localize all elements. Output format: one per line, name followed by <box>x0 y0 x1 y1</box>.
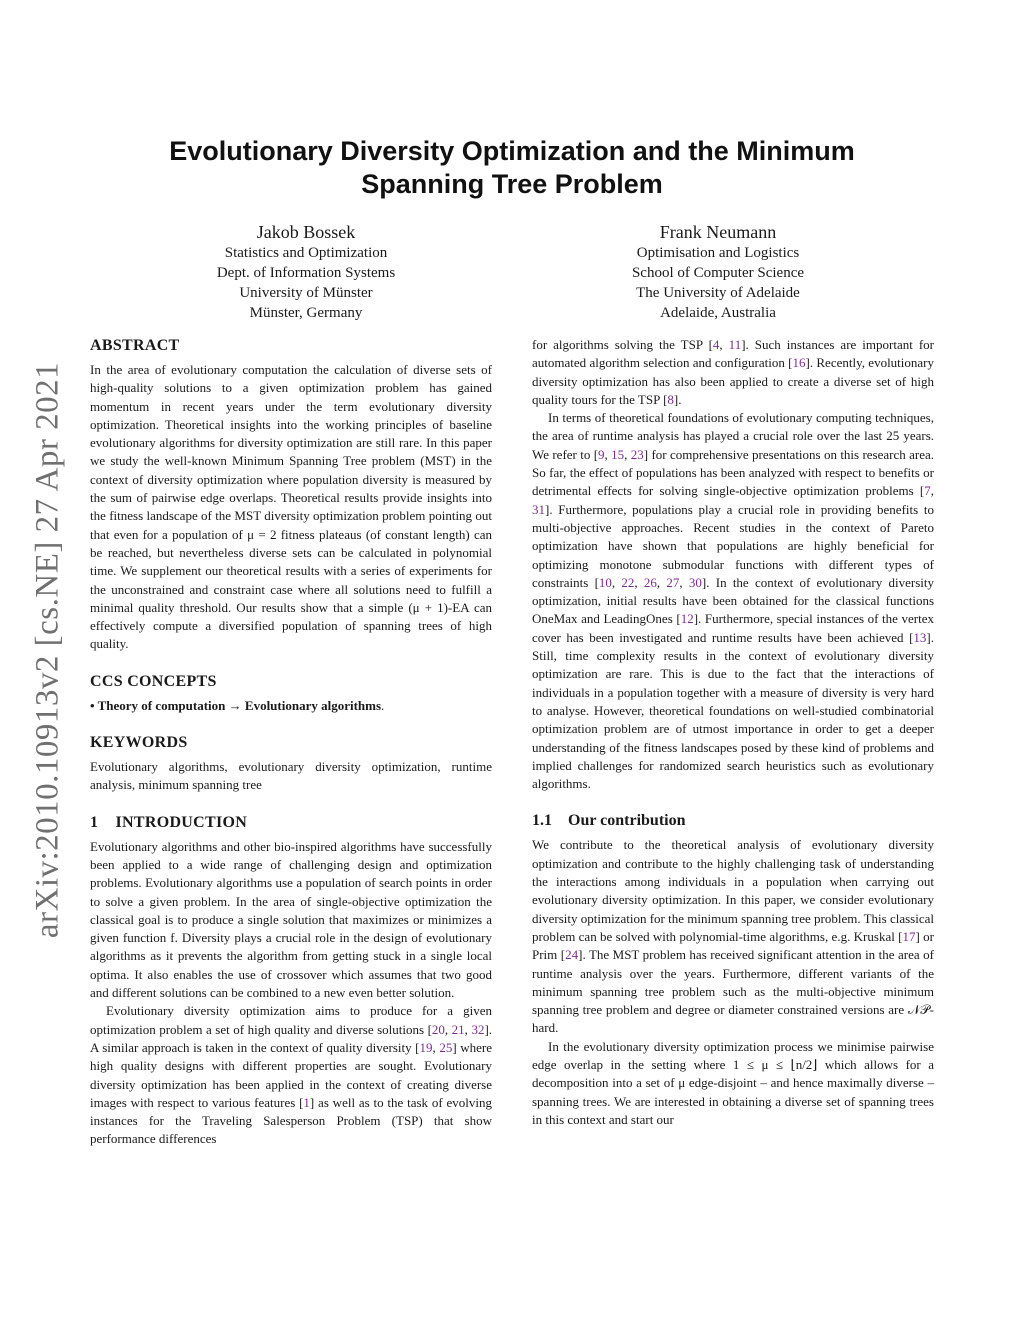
arxiv-sidebar <box>28 355 68 945</box>
right-paragraph-4: In the evolutionary diversity optimization process we minimise pairwise edge overlap in the setting where 1 ≤ μ ≤ ⌊n/2⌋ which allows for a decomposition into a set of μ edge-disjoint – and hence maximally diverse – spanning trees. We are interested in obtaining a diverse set of spanning trees in this context and start our <box>532 1038 934 1127</box>
author-name: Frank Neumann <box>659 222 777 242</box>
citation-link[interactable]: 19 <box>419 1039 433 1055</box>
citation-link[interactable]: 23 <box>630 446 644 462</box>
affiliation-line: Statistics and Optimization <box>224 245 388 261</box>
citation-link[interactable]: 26 <box>643 574 657 590</box>
affiliation-line: Münster, Germany <box>249 305 363 321</box>
citation-link[interactable]: 13 <box>913 629 927 645</box>
citation-link[interactable]: 8 <box>667 391 674 407</box>
contribution-heading: 1.1 Our contribution <box>532 812 686 830</box>
citation-link[interactable]: 9 <box>598 446 605 462</box>
citation-link[interactable]: 27 <box>666 574 680 590</box>
affiliation-line: Optimisation and Logistics <box>636 245 800 261</box>
intro-paragraph-1: Evolutionary algorithms and other bio-inspired algorithms have successfully been applied to a wide range of challenging design and optimization problems. Evolutionary algorithms use a population of search points in order to solve a given problem. In the area of single-objective optimization the classical goal is to produce a single solution that maximizes or minimizes a given function f. Diversity plays a crucial role in the design of evolutionary algorithms as it prevents the algorithm from getting stuck in a single local optima. It also enables the use of crossover which assumes that two good and different solutions can be combined to a new even better solution. <box>90 838 492 1001</box>
affiliation-line: Dept. of Information Systems <box>216 265 396 281</box>
ccs-text: • Theory of computation → Evolutionary algorithms <box>90 697 382 713</box>
right-paragraph-3: We contribute to the theoretical analysis of evolutionary diversity optimization and contribute to the highly challenging task of understanding the interactions among individuals in a population when carrying out evolutionary diversity optimization. In this paper, we consider evolutionary diversity optimization for the minimum spanning tree problem. This classical problem can be solved with polynomial-time algorithms, e.g. Kruskal [17] or Prim [24]. The MST problem has received significant attention in the area of runtime analysis over the years. Furthermore, different variants of the minimum spanning tree problem such as the multi-objective minimum spanning tree problem and degree or diameter constrained versions are 𝒩𝒫-hard. <box>532 837 934 1036</box>
citation-link[interactable]: 1 <box>303 1094 310 1110</box>
citation-link[interactable]: 24 <box>565 947 579 963</box>
left-column <box>90 336 492 1149</box>
affiliation-line: The University of Adelaide <box>636 285 800 301</box>
citation-link[interactable]: 11 <box>728 337 742 352</box>
citation-link[interactable]: 17 <box>902 928 916 944</box>
ccs-concepts <box>90 697 492 715</box>
citation-link[interactable]: 31 <box>532 501 545 517</box>
citation-link[interactable]: 20 <box>431 1021 445 1037</box>
affiliation-line: Adelaide, Australia <box>660 305 776 321</box>
keywords-text: Evolutionary algorithms, evolutionary diversity optimization, runtime analysis, minimum spanning tree <box>90 759 492 793</box>
citation-link[interactable]: 25 <box>439 1039 453 1055</box>
author-2 <box>558 221 878 323</box>
citation-link[interactable]: 10 <box>598 574 612 590</box>
abstract-text: In the area of evolutionary computation the calculation of diverse sets of high-quality solutions to a given optimization problem has gained momentum in recent years under the term evolutionary diversity optimization. Theoretical insights into the working principles of baseline evolutionary algorithms for diversity optimization are still rare. In this paper we study the well-known Minimum Spanning Tree problem (MST) in the context of diversity optimization where population diversity is measured by the sum of pairwise edge overlaps. Theoretical results provide insights into the fitness landscape of the MST diversity optimization problem pointing out that even for a population of μ = 2 fitness plateaus (of constant length) can be reached, but nevertheless diverse sets can be calculated in polynomial time. We supplement our theoretical results with a series of experiments for the unconstrained and constraint case where all solutions need to fulfill a minimal quality threshold. Our results show that a simple (μ + 1)-EA can effectively compute a diversified population of spanning trees of high quality. <box>90 362 492 652</box>
author-name: Jakob Bossek <box>256 222 356 242</box>
citation-link[interactable]: 15 <box>611 446 625 462</box>
right-column <box>532 336 934 1129</box>
arxiv-id: arXiv:2010.10913v2 [cs.NE] 27 Apr 2021 <box>29 361 66 939</box>
paper-title: Evolutionary Diversity Optimization and the Minimum Spanning Tree Problem <box>169 136 855 199</box>
abstract-heading: ABSTRACT <box>90 337 180 354</box>
ccs-suffix: . <box>381 697 385 713</box>
citation-link[interactable]: 22 <box>621 574 635 590</box>
citation-link[interactable]: 30 <box>688 574 702 590</box>
intro-paragraph-2: Evolutionary diversity optimization aims to produce for a given optimization problem a set of high quality and diverse solutions [20, 21, 32]. A similar approach is taken in the context of quality diversity [19, 25] where high quality designs with different properties are sought. Evolutionary diversity optimization has been applied in the context of creating diverse images with respect to various features [1] as well as to the task of evolving instances for the Traveling Salesperson Problem (TSP) that show performance differences <box>90 1003 493 1147</box>
citation-link[interactable]: 32 <box>471 1021 485 1037</box>
right-paragraph-1: for algorithms solving the TSP [4, 11]. Such instances are important for automated algorithm selection and configuration [16]. Recently, evolutionary diversity optimization has also been applied to create a diverse set of high quality tours for the TSP [8]. <box>532 337 934 407</box>
author-1 <box>146 221 466 323</box>
affiliation-line: School of Computer Science <box>631 265 805 281</box>
citation-link[interactable]: 4 <box>712 337 720 352</box>
citation-link[interactable]: 16 <box>792 355 806 371</box>
affiliation-line: University of Münster <box>239 285 373 301</box>
ccs-heading: CCS CONCEPTS <box>90 672 217 690</box>
intro-heading: 1 INTRODUCTION <box>90 813 248 831</box>
keywords-heading: KEYWORDS <box>90 734 188 752</box>
citation-link[interactable]: 21 <box>451 1021 465 1037</box>
right-paragraph-2: In terms of theoretical foundations of evolutionary computing techniques, the area of runtime analysis has played a crucial role over the last 25 years. We refer to [9, 15, 23] for comprehensive presentations on this research area. So far, the effect of populations has been analyzed with respect to benefits or detrimental effects for solving single-objective optimization problems [7, 31]. Furthermore, populations play a crucial role in providing benefits to multi-objective approaches. Recent studies in the context of Pareto optimization have shown that populations are highly beneficial for optimizing monotone submodular functions with different types of constraints [10, 22, 26, 27, 30]. In the context of evolutionary diversity optimization, initial results have been obtained for the classical functions OneMax and LeadingOnes [12]. Furthermore, special instances of the vertex cover has been investigated and runtime results have been achieved [13]. Still, time complexity results in the context of evolutionary diversity optimization are rare. This is due to the fact that the interactions of individuals in a population together with a measure of diversity is very hard to analyse. However, theoretical foundations on well-studied combinatorial optimization problem are of utmost importance in order to get a deeper understanding of the fitness landscapes posed by these kind of problems and implied challenges for randomized search heuristics such as evolutionary algorithms. <box>532 410 935 792</box>
citation-link[interactable]: 7 <box>924 483 931 499</box>
citation-link[interactable]: 12 <box>680 611 694 627</box>
